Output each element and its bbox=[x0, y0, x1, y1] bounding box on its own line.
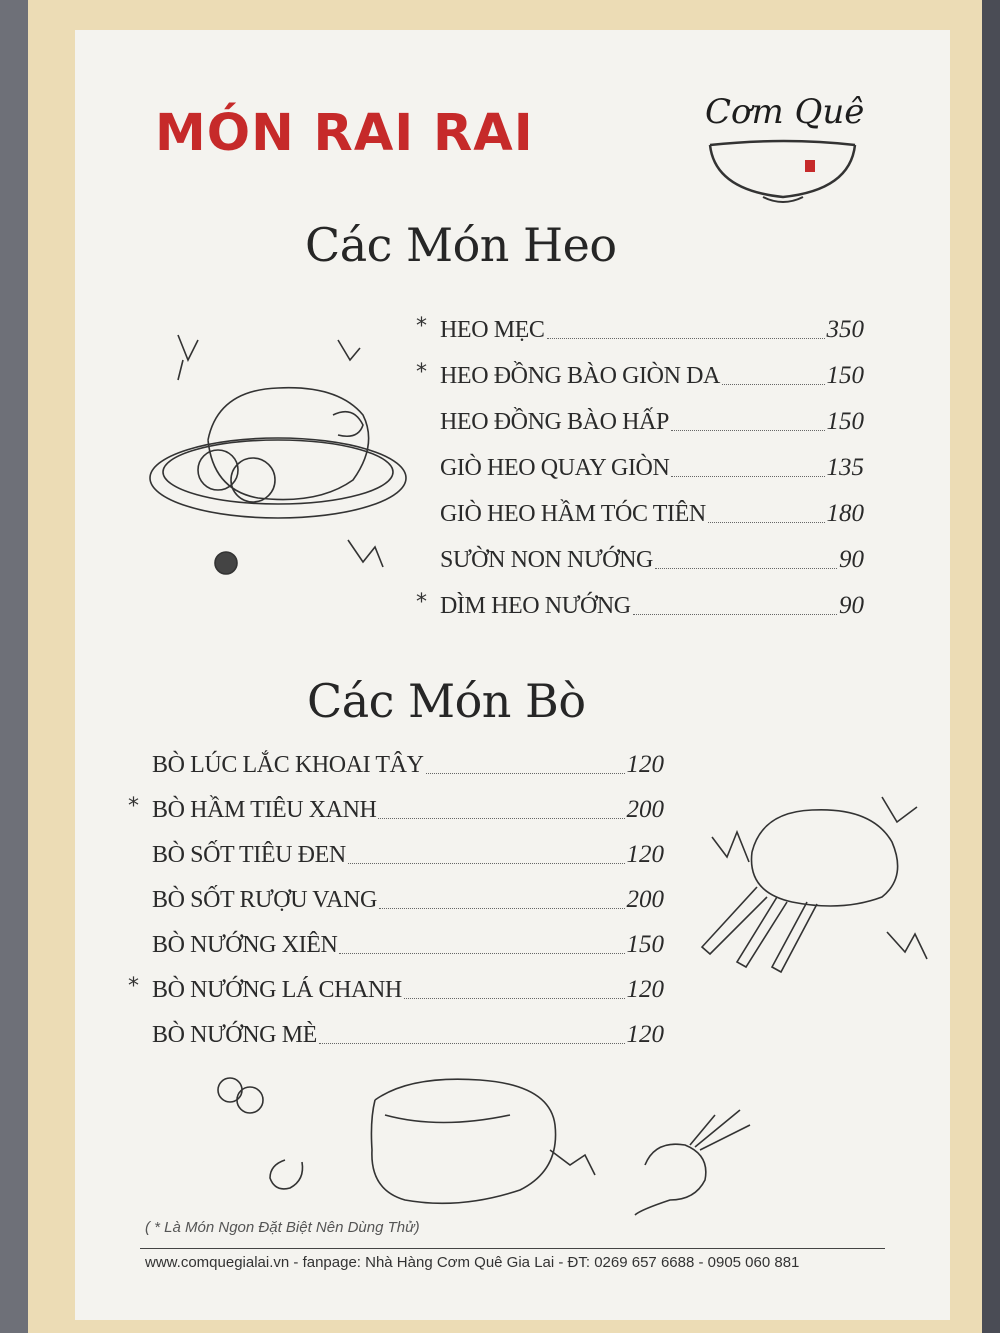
item-name: BÒ SỐT TIÊU ĐEN bbox=[152, 842, 346, 868]
signature-star: * bbox=[416, 314, 427, 339]
item-price: 200 bbox=[626, 886, 664, 913]
item-price: 120 bbox=[626, 751, 664, 778]
item-name: HEO ĐỒNG BÀO GIÒN DA bbox=[440, 363, 720, 389]
item-price: 135 bbox=[826, 454, 864, 481]
signature-star: * bbox=[128, 794, 139, 819]
dot-leader bbox=[404, 998, 625, 999]
signature-star: * bbox=[416, 360, 427, 385]
item-price: 120 bbox=[626, 976, 664, 1003]
dot-leader bbox=[671, 430, 825, 431]
item-name: BÒ SỐT RƯỢU VANG bbox=[152, 887, 377, 913]
item-name: BÒ NƯỚNG XIÊN bbox=[152, 932, 338, 958]
dot-leader bbox=[655, 568, 837, 569]
item-price: 200 bbox=[626, 796, 664, 823]
item-name: BÒ HẦM TIÊU XANH bbox=[152, 797, 377, 823]
item-price: 90 bbox=[839, 546, 864, 573]
item-price: 120 bbox=[626, 841, 664, 868]
item-name: BÒ NƯỚNG MÈ bbox=[152, 1022, 317, 1048]
item-name: GIÒ HEO QUAY GIÒN bbox=[440, 455, 670, 481]
bowl-logo-icon bbox=[705, 135, 865, 210]
footer-divider bbox=[140, 1248, 885, 1249]
menu-item bbox=[152, 1015, 664, 1051]
menu-item bbox=[416, 310, 864, 346]
item-name: SƯỜN NON NƯỚNG bbox=[440, 547, 653, 573]
footnote: ( * Là Món Ngon Đặt Biệt Nên Dùng Thử) bbox=[145, 1219, 420, 1236]
signature-star: * bbox=[128, 974, 139, 999]
dot-leader bbox=[426, 773, 625, 774]
dot-leader bbox=[633, 614, 837, 615]
menu-item bbox=[440, 540, 864, 576]
menu-title: MÓN RAI RAI bbox=[155, 104, 534, 163]
item-price: 180 bbox=[826, 500, 864, 527]
dot-leader bbox=[722, 384, 825, 385]
section-title-bo: Các Món Bò bbox=[307, 674, 586, 728]
menu-item bbox=[440, 402, 864, 438]
item-price: 350 bbox=[826, 316, 864, 343]
dot-leader bbox=[547, 338, 825, 339]
menu-item bbox=[152, 835, 664, 871]
menu-item bbox=[152, 745, 664, 781]
item-name: HEO MẸC bbox=[440, 317, 545, 343]
menu-item bbox=[128, 790, 664, 826]
signature-star: * bbox=[416, 590, 427, 615]
item-name: GIÒ HEO HẦM TÓC TIÊN bbox=[440, 501, 706, 527]
dot-leader bbox=[379, 908, 625, 909]
footer-contact: www.comquegialai.vn - fanpage: Nhà Hàng Cơm Quê Gia Lai - ĐT: 0269 657 6688 - 0905 060 881 bbox=[145, 1254, 800, 1271]
menu-item bbox=[440, 448, 864, 484]
item-name: HEO ĐỒNG BÀO HẤP bbox=[440, 409, 669, 435]
item-price: 150 bbox=[626, 931, 664, 958]
dot-leader bbox=[671, 476, 824, 477]
dot-leader bbox=[339, 953, 624, 954]
radish-sketch bbox=[630, 1105, 760, 1215]
menu-item bbox=[152, 925, 664, 961]
section-title-heo: Các Món Heo bbox=[305, 218, 617, 272]
item-price: 90 bbox=[839, 592, 864, 619]
menu-item bbox=[128, 970, 664, 1006]
menu-item bbox=[416, 586, 864, 622]
item-price: 150 bbox=[826, 362, 864, 389]
dot-leader bbox=[348, 863, 625, 864]
dot-leader bbox=[708, 522, 825, 523]
screen-edge bbox=[982, 0, 1000, 1333]
dot-leader bbox=[378, 818, 624, 819]
item-price: 120 bbox=[626, 1021, 664, 1048]
logo-text: Cơm Quê bbox=[705, 92, 865, 132]
menu-item bbox=[440, 494, 864, 530]
roast-pork-sketch bbox=[148, 330, 413, 590]
item-name: BÒ LÚC LẮC KHOAI TÂY bbox=[152, 752, 424, 778]
item-price: 150 bbox=[826, 408, 864, 435]
item-name: BÒ NƯỚNG LÁ CHANH bbox=[152, 977, 402, 1003]
beef-ribs-sketch bbox=[682, 792, 932, 1007]
menu-item bbox=[416, 356, 864, 392]
menu-item bbox=[152, 880, 664, 916]
item-name: DÌM HEO NƯỚNG bbox=[440, 593, 631, 619]
dot-leader bbox=[319, 1043, 625, 1044]
